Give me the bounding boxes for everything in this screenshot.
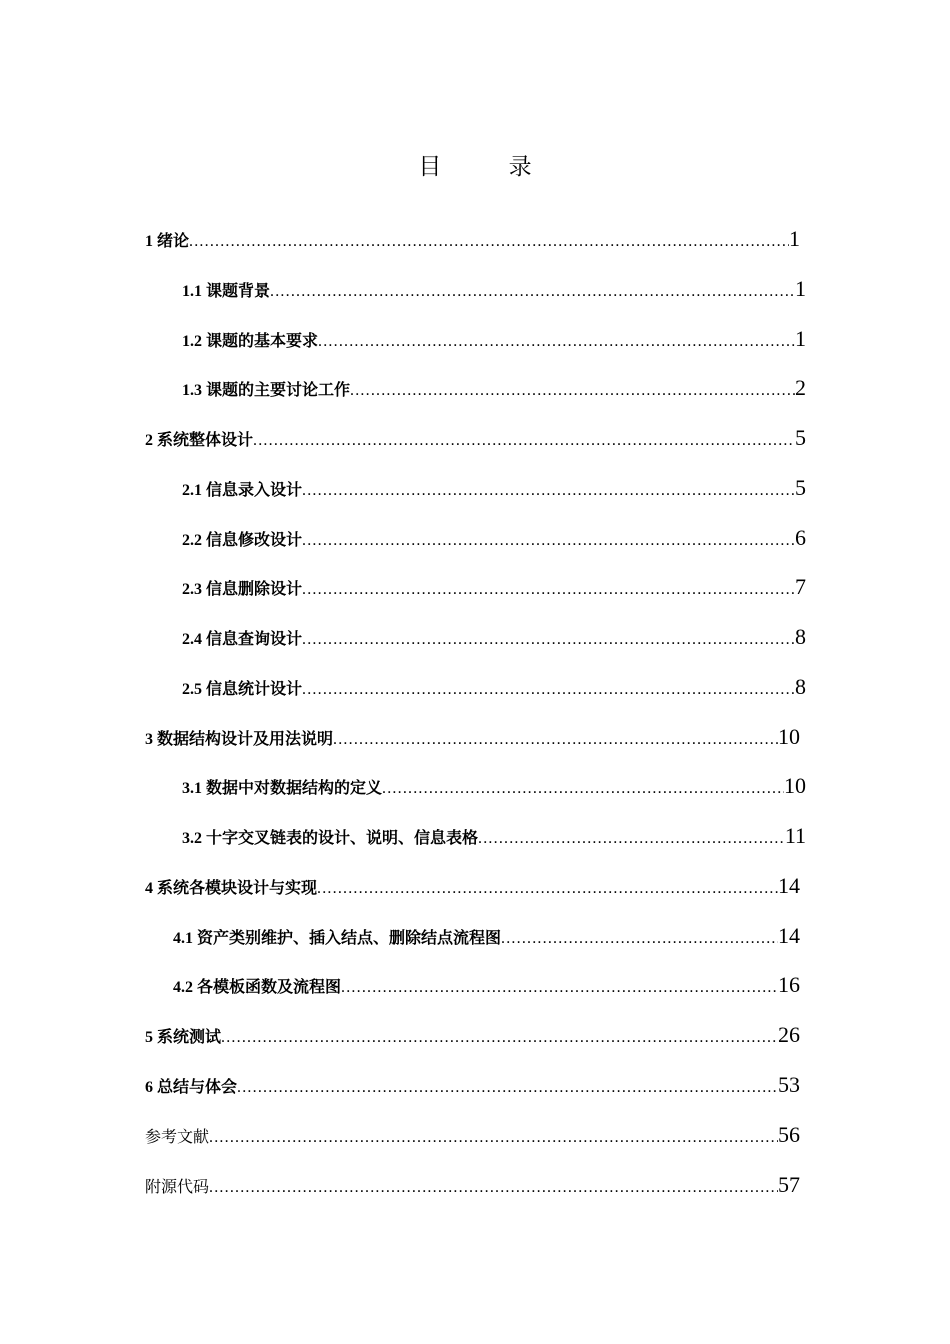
toc-entry-number: 4 <box>145 880 153 897</box>
toc-entry-label <box>145 1124 209 1147</box>
toc-entry-page: 8 <box>795 674 806 699</box>
toc-entry[interactable] <box>145 425 806 455</box>
toc-entry[interactable] <box>182 475 806 505</box>
toc-entry-label <box>182 527 302 550</box>
toc-entry-page: 56 <box>778 1122 800 1147</box>
toc-entry-label <box>145 1174 209 1197</box>
toc-entry-title: 附源代码 <box>145 1177 210 1196</box>
dot-leader <box>209 1129 778 1147</box>
toc-entry-page: 10 <box>778 724 800 749</box>
toc-entry[interactable] <box>182 773 806 803</box>
toc-entry-number: 4.2 <box>173 979 193 996</box>
dot-leader <box>350 382 795 400</box>
toc-entry-title: 信息查询设计 <box>206 629 303 648</box>
dot-leader <box>189 233 789 251</box>
toc-entry-title: 系统测试 <box>157 1027 222 1046</box>
dot-leader <box>318 333 795 351</box>
toc-entry-title: 数据结构设计及用法说明 <box>157 729 334 748</box>
toc-entry-page: 10 <box>784 773 806 798</box>
toc-entry-label <box>182 328 318 351</box>
toc-entry[interactable] <box>145 1122 800 1152</box>
toc-entry[interactable] <box>182 574 806 604</box>
toc-entry[interactable] <box>182 674 806 704</box>
dot-leader <box>221 1029 778 1047</box>
toc-entry-page: 57 <box>778 1172 800 1197</box>
toc-entry-page: 2 <box>795 375 806 400</box>
toc-entry-label <box>173 974 341 997</box>
toc-entry-title: 课题的基本要求 <box>206 331 319 350</box>
toc-entry-number: 1.1 <box>182 283 202 300</box>
toc-entry-page: 26 <box>778 1022 800 1047</box>
toc-entry-page: 5 <box>795 475 806 500</box>
toc-entry-number: 2.5 <box>182 681 202 698</box>
dot-leader <box>270 283 795 301</box>
toc-entry-page: 1 <box>789 226 800 251</box>
toc-title-right: 录 <box>508 154 532 180</box>
toc-entry-title: 系统整体设计 <box>157 430 254 449</box>
toc-entry-number: 2.1 <box>182 482 202 499</box>
toc-entry-title: 系统各模块设计与实现 <box>157 878 318 897</box>
toc-entry-title: 课题背景 <box>206 281 271 300</box>
toc-entry-title: 资产类别维护、插入结点、删除结点流程图 <box>197 928 502 947</box>
toc-entry-title: 十字交叉链表的设计、说明、信息表格 <box>206 828 479 847</box>
dot-leader <box>341 979 778 997</box>
toc-entry-number: 2 <box>145 432 153 449</box>
toc-entry-number: 2.4 <box>182 631 202 648</box>
toc-entry-label <box>182 278 270 301</box>
toc-entry[interactable] <box>182 525 806 555</box>
toc-entry[interactable] <box>182 276 806 306</box>
toc-entry-label <box>145 1074 237 1097</box>
dot-leader <box>302 581 795 599</box>
toc-entry-page: 53 <box>778 1072 800 1097</box>
toc-entry-label <box>145 427 253 450</box>
dot-leader <box>302 631 795 649</box>
toc-entry[interactable] <box>182 624 806 654</box>
toc-entry[interactable] <box>145 226 800 256</box>
toc-entry-label <box>145 228 189 251</box>
toc-entry[interactable] <box>145 1072 800 1102</box>
toc-entry-title: 课题的主要讨论工作 <box>206 380 351 399</box>
toc-entry[interactable] <box>182 375 806 405</box>
toc-entry-number: 4.1 <box>173 930 193 947</box>
toc-entry-number: 2.3 <box>182 581 202 598</box>
toc-entry-page: 14 <box>778 923 800 948</box>
toc-entry-title: 总结与体会 <box>157 1077 238 1096</box>
toc-entry-label <box>173 925 501 948</box>
toc-entry-page: 1 <box>795 276 806 301</box>
dot-leader <box>302 681 795 699</box>
toc-entry-label <box>145 875 317 898</box>
toc-entry[interactable] <box>173 923 800 953</box>
toc-entry-number: 3 <box>145 731 153 748</box>
toc-entry-label <box>182 477 302 500</box>
toc-entry-page: 1 <box>795 326 806 351</box>
dot-leader <box>317 880 778 898</box>
toc-entry-page: 7 <box>795 574 806 599</box>
toc-entry-label <box>145 1024 221 1047</box>
toc-entry-title: 信息统计设计 <box>206 679 303 698</box>
toc-entry-title: 信息删除设计 <box>206 579 303 598</box>
toc-entry[interactable] <box>145 1172 800 1202</box>
toc-entry[interactable] <box>145 873 800 903</box>
toc-entry-label <box>182 626 302 649</box>
dot-leader <box>333 731 778 749</box>
toc-entry-label <box>145 726 333 749</box>
toc-entry-number: 2.2 <box>182 532 202 549</box>
toc-entry-page: 6 <box>795 525 806 550</box>
toc-entry-number: 3.2 <box>182 830 202 847</box>
toc-entry-page: 11 <box>784 823 806 848</box>
toc-entry-title: 各模板函数及流程图 <box>197 977 342 996</box>
toc-entry-number: 1 <box>145 233 153 250</box>
toc-entry-title: 信息录入设计 <box>206 480 303 499</box>
toc-entry[interactable] <box>173 972 800 1002</box>
toc-entry-label <box>182 775 382 798</box>
dot-leader <box>478 830 785 848</box>
dot-leader <box>302 482 795 500</box>
toc-entry[interactable] <box>182 326 806 356</box>
toc-entry[interactable] <box>182 823 806 853</box>
toc-entry-page: 5 <box>795 425 806 450</box>
toc-entry-title: 数据中对数据结构的定义 <box>206 778 383 797</box>
toc-entry-number: 6 <box>145 1079 153 1096</box>
dot-leader <box>253 432 795 450</box>
dot-leader <box>209 1179 778 1197</box>
toc-entry-page: 8 <box>795 624 806 649</box>
toc-title <box>0 148 950 181</box>
toc-entry-label <box>182 676 302 699</box>
dot-leader <box>237 1079 778 1097</box>
toc-entry-title: 绪论 <box>157 231 190 250</box>
toc-entry-title: 参考文献 <box>145 1127 210 1146</box>
toc-entry-number: 5 <box>145 1029 153 1046</box>
toc-entry-page: 16 <box>778 972 800 997</box>
toc-entry-title: 信息修改设计 <box>206 530 303 549</box>
toc-entry-label <box>182 825 478 848</box>
dot-leader <box>501 930 778 948</box>
toc-entry[interactable] <box>145 724 800 754</box>
toc-entry-number: 1.2 <box>182 333 202 350</box>
toc-entry-page: 14 <box>778 873 800 898</box>
toc-entry-number: 3.1 <box>182 780 202 797</box>
toc-entry[interactable] <box>145 1022 800 1052</box>
toc-entry-label <box>182 377 350 400</box>
toc-entry-number: 1.3 <box>182 382 202 399</box>
dot-leader <box>302 532 795 550</box>
toc-entry-label <box>182 576 302 599</box>
dot-leader <box>382 780 784 798</box>
toc-title-left: 目 <box>418 154 442 180</box>
